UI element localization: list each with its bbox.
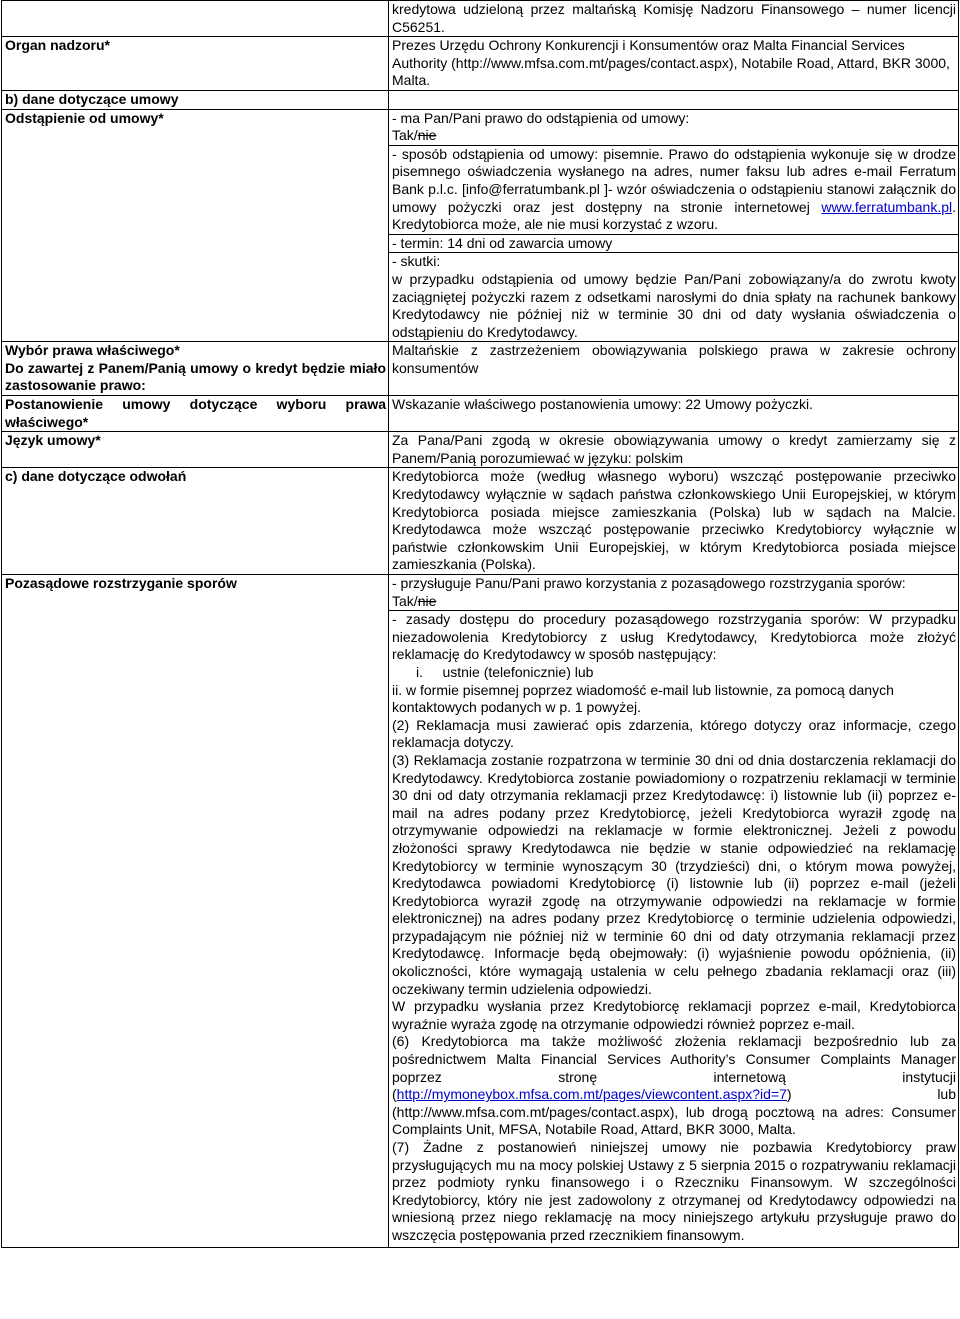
withdrawal-right bbox=[389, 110, 958, 145]
value-law-clause: Wskazanie właściwego postanowienia umowy: 22 Umowy pożyczki. bbox=[389, 396, 959, 432]
row-appeals bbox=[2, 468, 959, 575]
adr-item-i-text: ustnie (telefonicznie) lub bbox=[442, 663, 594, 680]
row-language bbox=[2, 432, 959, 468]
consumer-credit-info-table bbox=[1, 0, 959, 1248]
adr-yes: Tak/ bbox=[392, 592, 418, 609]
withdrawal-effects-text: w przypadku odstąpienia od umowy będzie Pan/Pani zobowiązany/a do zwrotu kwoty zaciągniętej pożyczki razem z odsetkami narosłymi do dnia spłaty na rachunek bankowy Kredytodawcy nie później niż w terminie 30 dni od daty wysłania oświadczenia o odstąpieniu do Kredytodawcy. bbox=[392, 270, 956, 340]
value-law: Maltańskie z zastrzeżeniem obowiązywania polskiego prawa w zakresie ochrony konsumentów bbox=[389, 342, 959, 396]
adr-p7: (7) Żadne z postanowień niniejszej umowy nie pozbawia Kredytobiorcy praw przysługujących mu na mocy polskiej Ustawy z 5 sierpnia 2015 o rozpatrywaniu reklamacji przez podmioty rynku finansowego i o Rzeczniku Finansowym. W szczególności Kredytobiorcy, który nie jest zadowolony z otrzymanej od Kredytodawcy odpowiedzi na wniesioną przez niego reklamację na mocy niniejszego artykułu przysługuje prawo do wszczęcia postępowania przed rzecznikiem finansowym. bbox=[392, 1139, 956, 1243]
ferratumbank-link[interactable]: www.ferratumbank.pl bbox=[821, 198, 953, 215]
label-appeals: c) dane dotyczące odwołań bbox=[2, 468, 389, 575]
row-withdrawal bbox=[2, 109, 959, 342]
section-b-heading: b) dane dotyczące umowy bbox=[2, 90, 389, 109]
withdrawal-term: - termin: 14 dni od zawarcia umowy bbox=[389, 234, 958, 253]
label-withdrawal: Odstąpienie od umowy* bbox=[2, 109, 389, 342]
adr-right-intro: - przysługuje Panu/Pani prawo korzystania z pozasądowego rozstrzygania sporów: bbox=[392, 575, 906, 591]
adr-item-i-num: i. bbox=[416, 663, 423, 680]
adr-p6 bbox=[392, 1033, 956, 1139]
label-law-clause: Postanowienie umowy dotyczące wyboru prawa właściwego* bbox=[2, 396, 389, 432]
value-license: kredytowa udzieloną przez maltańską Komisję Nadzoru Finansowego – numer licencji C56251. bbox=[389, 1, 959, 37]
adr-item-i bbox=[392, 664, 956, 682]
withdrawal-right-intro: - ma Pan/Pani prawo do odstąpienia od umowy: bbox=[392, 109, 690, 126]
withdrawal-method bbox=[389, 145, 958, 234]
adr-p3: (3) Reklamacja zostanie rozpatrzona w terminie 30 dni od dnia dostarczenia reklamacji do Kredytodawcy. Kredytobiorca zostanie powiadomiony o rozpatrzeniu reklamacji w terminie 30 dni od daty otrzymania reklamacji przez Kredytodawcę: i) listownie lub (ii) poprzez e-mail na adres podany przez Kredytobiorcę, jeżeli Kredytobiorca wyraził zgodę na otrzymywanie odpowiedzi na reklamacje w formie elektronicznej. Jeżeli z powodu złożoności sprawy Kredytodawca nie będzie w stanie odpowiedzieć na reklamację Kredytobiorcy w terminie wynoszącym 30 (trzydzieści) dni, o którym mowa powyżej, Kredytodawca powiadomi Kredytobiorcę (i) listownie lub (ii) poprzez e-mail (jeżeli Kredytobiorca wyraził zgodę na otrzymywanie odpowiedzi na reklamacje w formie elektronicznej) na adres podany przez Kredytobiorcę o terminie udzielenia odpowiedzi, przypadającym nie później niż w terminie 60 dni od daty otrzymania reklamacji przez Kredytodawcę. Informacje będą obejmowały: (i) wyjaśnienie powodu opóźnienia, (ii) okoliczności, które wymagają ustalenia w celu pełnego zbadania reklamacji oraz (iii) oczekiwany termin udzielenia odpowiedzi. bbox=[392, 751, 956, 997]
adr-p6-intro: (6) Kredytobiorca ma także możliwość złożenia reklamacji bezpośrednio lub za pośrednictwem Malta Financial Services Authority’s Consumer Complaints Manager poprzez stronę internetową instytucji ( bbox=[392, 1033, 956, 1103]
adr-access: - zasady dostępu do procedury pozasądowego rozstrzygania sporów: W przypadku niezadowolenia Kredytobiorcy z usług Kredytodawcy, Kredytobiorca może złożyć reklamację do Kredytodawcy w sposób następujący: bbox=[392, 611, 956, 663]
label-law-rest: Do zawartej z Panem/Panią umowy o kredyt będzie miało zastosowanie prawo: bbox=[5, 359, 386, 394]
withdrawal-effects bbox=[389, 252, 958, 341]
label-language: Język umowy* bbox=[2, 432, 389, 468]
row-license bbox=[2, 1, 959, 37]
label-law bbox=[2, 342, 389, 396]
withdrawal-yes-no bbox=[392, 127, 956, 145]
mymoneybox-link[interactable]: http://mymoneybox.mfsa.com.mt/pages/viewcontent.aspx?id=7 bbox=[396, 1086, 787, 1103]
withdrawal-method-text: - sposób odstąpienia od umowy: pisemnie. Prawo do odstąpienia wykonuje się w drodze pisemnego oświadczenia wysłanego na adres, numer faksu lub adres e-mail Ferratum Bank p.l.c. [info@ferratumbank.pl ]- wzór oświadczenia o odstąpieniu stanowi załącznik do umowy pożyczki oraz jest dostępny na stronie internetowej bbox=[392, 145, 956, 215]
row-section-b bbox=[2, 90, 959, 109]
adr-no: nie bbox=[417, 592, 437, 609]
label-law-title: Wybór prawa właściwego* bbox=[5, 342, 180, 359]
section-b-empty bbox=[389, 90, 959, 109]
adr-yes-no bbox=[392, 593, 956, 611]
withdrawal-effects-label: - skutki: bbox=[392, 253, 441, 270]
adr-p2: (2) Reklamacja musi zawierać opis zdarzenia, którego dotyczy oraz informacje, czego reklamacja dotyczy. bbox=[392, 716, 956, 751]
label-adr: Pozasądowe rozstrzyganie sporów bbox=[2, 575, 389, 1248]
withdrawal-method-tail: . Kredytobiorca może, ale nie musi korzystać z wzoru. bbox=[392, 198, 956, 233]
value-withdrawal bbox=[389, 109, 959, 342]
value-appeals: Kredytobiorca może (według własnego wyboru) wszcząć postępowanie przeciwko Kredytodawcy wyłącznie w sądach państwa członkowskiego Unii Europejskiej, w którym Kredytobiorca posiada miejsce zamieszkania (Polska) lub w sądach na Malcie. Kredytodawca może wszcząć postępowanie przeciwko Kredytobiorcy wyłącznie w państwie członkowskim Unii Europejskiej, w którym Kredytobiorca posiada miejsce zamieszkania (Polska). bbox=[389, 468, 959, 575]
adr-p-email: W przypadku wysłania przez Kredytobiorcę reklamacji poprzez e-mail, Kredytobiorca wyraźnie wyraża zgodę na otrzymanie odpowiedzi również poprzez e-mail. bbox=[392, 998, 956, 1032]
value-language: Za Pana/Pani zgodą w okresie obowiązywania umowy o kredyt zamierzamy się z Panem/Panią porozumiewać w języku: polskim bbox=[389, 432, 959, 468]
adr-bottom-gap bbox=[392, 1245, 956, 1247]
label-supervisor: Organ nadzoru* bbox=[2, 37, 389, 91]
value-supervisor: Prezes Urzędu Ochrony Konkurencji i Konsumentów oraz Malta Financial Services Authority (http://www.mfsa.com.mt/pages/contact.aspx), Notabile Road, Attard, BKR 3000, Malta. bbox=[389, 37, 959, 91]
adr-procedure bbox=[389, 610, 958, 1246]
label-license bbox=[2, 1, 389, 37]
adr-right bbox=[389, 575, 958, 610]
row-supervisor bbox=[2, 37, 959, 91]
adr-item-ii: ii. w formie pisemnej poprzez wiadomość e-mail lub listownie, za pomocą danych kontaktowych podanych w p. 1 powyżej. bbox=[392, 681, 894, 716]
row-adr bbox=[2, 575, 959, 1248]
row-law-clause bbox=[2, 396, 959, 432]
withdrawal-yes: Tak/ bbox=[392, 127, 418, 144]
value-adr bbox=[389, 575, 959, 1248]
adr-p6-tail: ) lub (http://www.mfsa.com.mt/pages/contact.aspx), lub drogą pocztową na adres: Consumer Complaints Unit, MFSA, Notabile Road, Attard, BKR 3000, Malta. bbox=[392, 1086, 956, 1138]
row-law bbox=[2, 342, 959, 396]
withdrawal-no: nie bbox=[417, 127, 437, 144]
